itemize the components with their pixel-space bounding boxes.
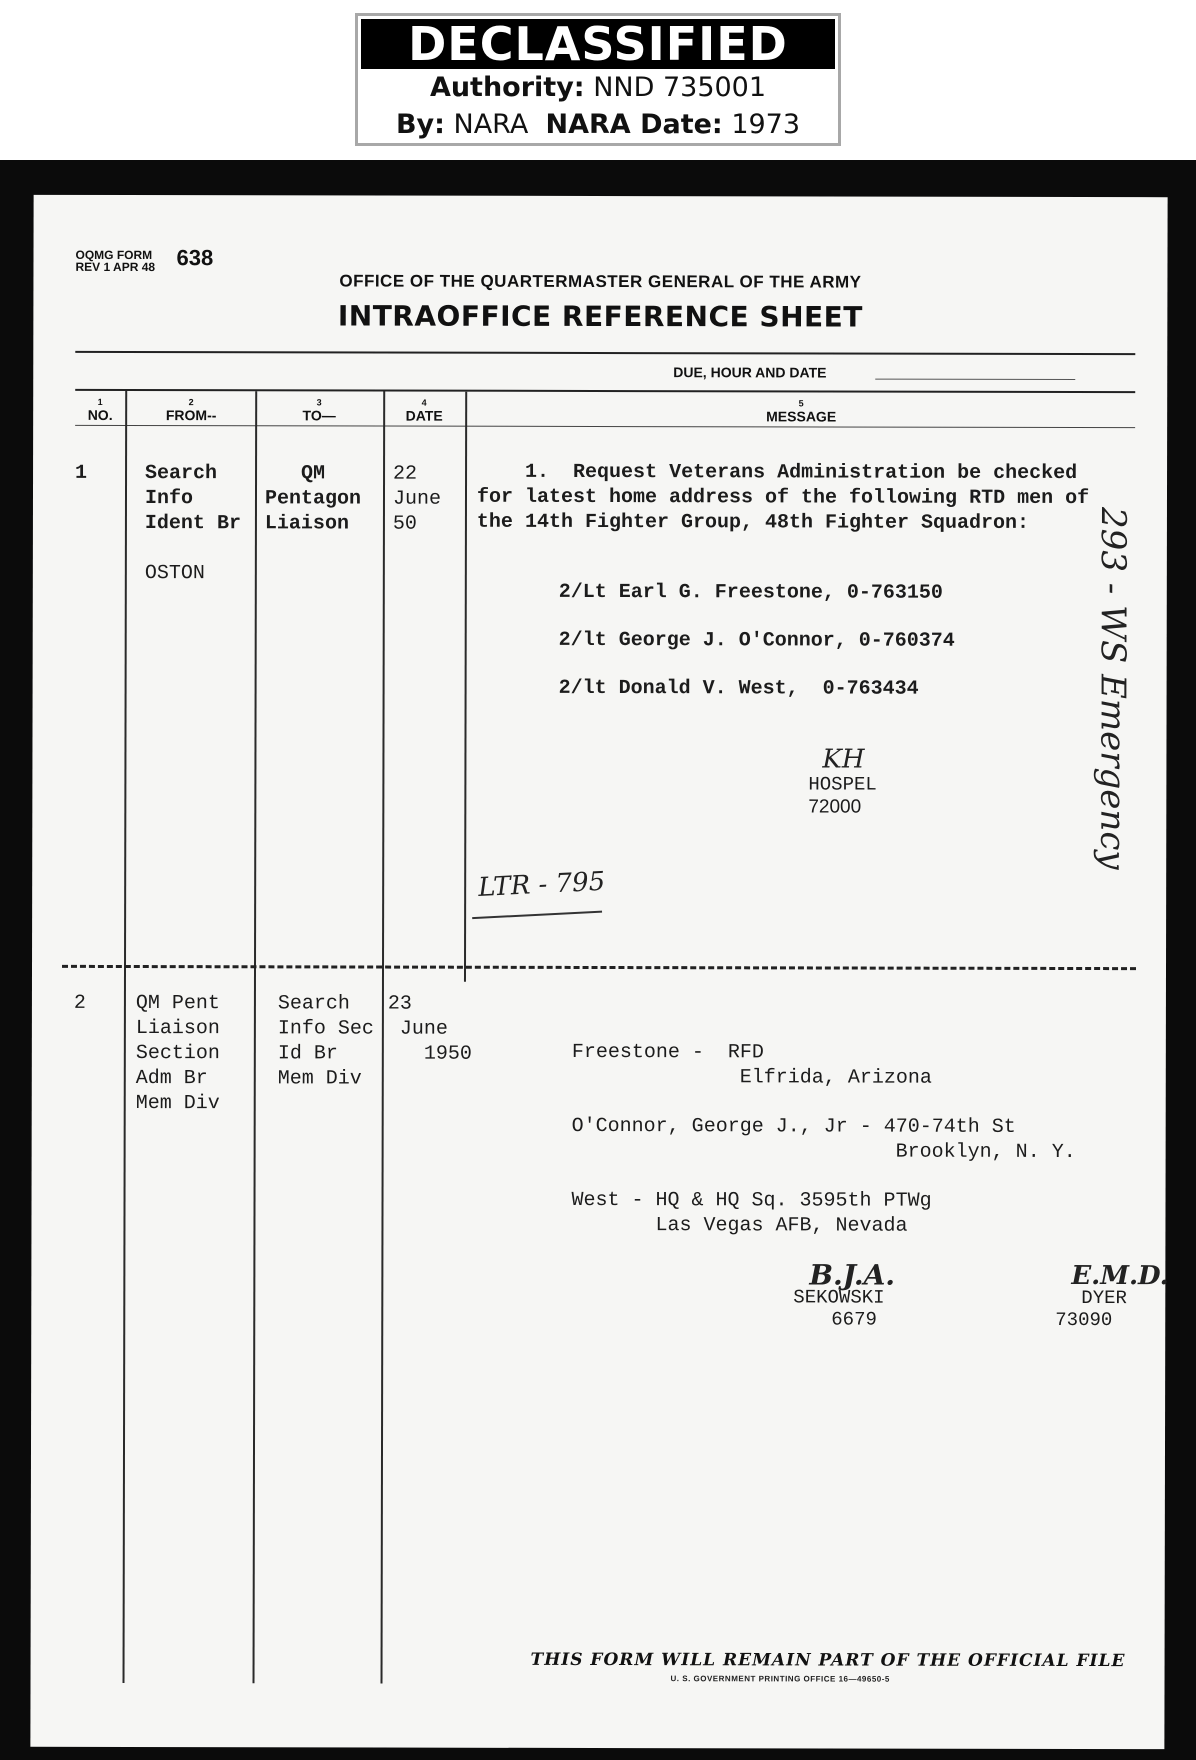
entry2-from: QM Pent Liaison Section Adm Br Mem Div bbox=[135, 992, 220, 1116]
entry1-signer: HOSPEL bbox=[808, 773, 877, 796]
col-date-label: DATE bbox=[405, 407, 443, 424]
header-bottom-rule bbox=[75, 425, 1135, 428]
entry1-man-3: 2/lt Donald V. West, 0-763434 bbox=[558, 676, 919, 701]
col-header-message bbox=[467, 399, 1135, 425]
col-header-from bbox=[127, 398, 255, 423]
col-header-to bbox=[255, 398, 383, 423]
entry1-from-name: OSTON bbox=[144, 562, 205, 586]
stamp-authority-line bbox=[358, 69, 838, 106]
col-divider-1 bbox=[123, 391, 128, 1683]
entry-separator bbox=[62, 965, 1136, 970]
form-rev-line: REV 1 APR 48 bbox=[75, 259, 156, 275]
form-number: 638 bbox=[176, 245, 214, 271]
col-header-date bbox=[383, 399, 465, 424]
col-message-number: 5 bbox=[798, 398, 804, 409]
footer-notice: THIS FORM WILL REMAIN PART OF THE OFFICIAL FILE bbox=[530, 1649, 1126, 1672]
stamp-date-value: 1973 bbox=[731, 109, 801, 140]
stamp-title: DECLASSIFIED bbox=[361, 19, 835, 69]
entry1-man-2: 2/lt George J. O'Connor, 0-760374 bbox=[558, 628, 955, 653]
stamp-date-label: NARA Date: bbox=[545, 109, 723, 140]
sig2-initials: E.M.D. bbox=[1071, 1260, 1169, 1292]
sig2-ext: 73090 bbox=[1055, 1308, 1113, 1332]
sig1-ext: 6679 bbox=[831, 1308, 877, 1331]
form-title: INTRAOFFICE REFERENCE SHEET bbox=[337, 299, 863, 334]
col-no-number: 1 bbox=[97, 396, 103, 407]
stamp-by-value: NARA bbox=[453, 109, 529, 140]
form-code-line: OQMG FORM bbox=[75, 247, 153, 263]
entry1-date: 22 June 50 bbox=[392, 462, 442, 536]
col-to-label: TO— bbox=[302, 407, 336, 424]
col-divider-4-upper bbox=[464, 392, 467, 982]
margin-note: 293 - WS Emergency bbox=[1092, 507, 1133, 870]
col-date-number: 4 bbox=[421, 397, 427, 408]
entry2-no: 2 bbox=[73, 991, 86, 1015]
document-page bbox=[30, 195, 1167, 1749]
declassified-stamp bbox=[355, 13, 841, 146]
col-no-label: NO. bbox=[87, 406, 113, 423]
stamp-by-label: By: bbox=[395, 109, 445, 140]
sig1-initials: B.J.A. bbox=[809, 1258, 896, 1292]
entry1-to: QM Pentagon Liaison bbox=[264, 462, 362, 536]
due-line bbox=[875, 379, 1075, 380]
col-from-number: 2 bbox=[188, 397, 194, 408]
entry2-address-west: West - HQ & HQ Sq. 3595th PTWg Las Vegas AFB, Nevada bbox=[571, 1188, 932, 1238]
entry1-initials: KH bbox=[822, 744, 865, 775]
header-rule bbox=[75, 351, 1135, 355]
entry1-from: Search Info Ident Br bbox=[144, 462, 241, 536]
entry2-to: Search Info Sec Id Br Mem Div bbox=[277, 992, 374, 1091]
ltr-annotation: LTR - 795 bbox=[477, 866, 606, 904]
sig2-name: DYER bbox=[1081, 1287, 1127, 1310]
entry1-man-1: 2/Lt Earl G. Freestone, 0-763150 bbox=[558, 580, 943, 605]
stamp-authority-value: NND 735001 bbox=[593, 72, 767, 103]
col-from-label: FROM-- bbox=[165, 407, 217, 424]
col-divider-3 bbox=[381, 392, 386, 1684]
form-code bbox=[75, 249, 155, 273]
entry1-message: 1. Request Veterans Administration be checked for latest home address of the following RTD men of the 14th Fighter Group, 48th Fighter Squadron: bbox=[476, 460, 1090, 535]
stamp-authority-label: Authority: bbox=[429, 72, 585, 103]
col-header-no bbox=[75, 398, 125, 423]
gpo-imprint: U. S. GOVERNMENT PRINTING OFFICE 16—49650-5 bbox=[670, 1674, 890, 1684]
col-message-label: MESSAGE bbox=[766, 408, 837, 425]
ltr-underline bbox=[472, 911, 602, 920]
entry1-no: 1 bbox=[75, 461, 88, 485]
entry2-address-oconnor: O'Connor, George J., Jr - 470-74th St Brooklyn, N. Y. bbox=[571, 1114, 1076, 1164]
due-label: DUE, HOUR AND DATE bbox=[673, 364, 827, 381]
office-heading: OFFICE OF THE QUARTERMASTER GENERAL OF THE ARMY bbox=[339, 271, 862, 292]
table-top-rule bbox=[75, 389, 1135, 393]
entry1-ext: 72000 bbox=[808, 796, 862, 818]
stamp-by-line bbox=[358, 106, 838, 143]
col-to-number: 3 bbox=[316, 397, 322, 408]
entry2-date: 23 June 1950 bbox=[387, 992, 472, 1066]
sig1-name: SEKOWSKI bbox=[793, 1286, 885, 1309]
entry2-address-freestone: Freestone - RFD Elfrida, Arizona bbox=[571, 1040, 932, 1090]
col-divider-2 bbox=[253, 391, 258, 1683]
